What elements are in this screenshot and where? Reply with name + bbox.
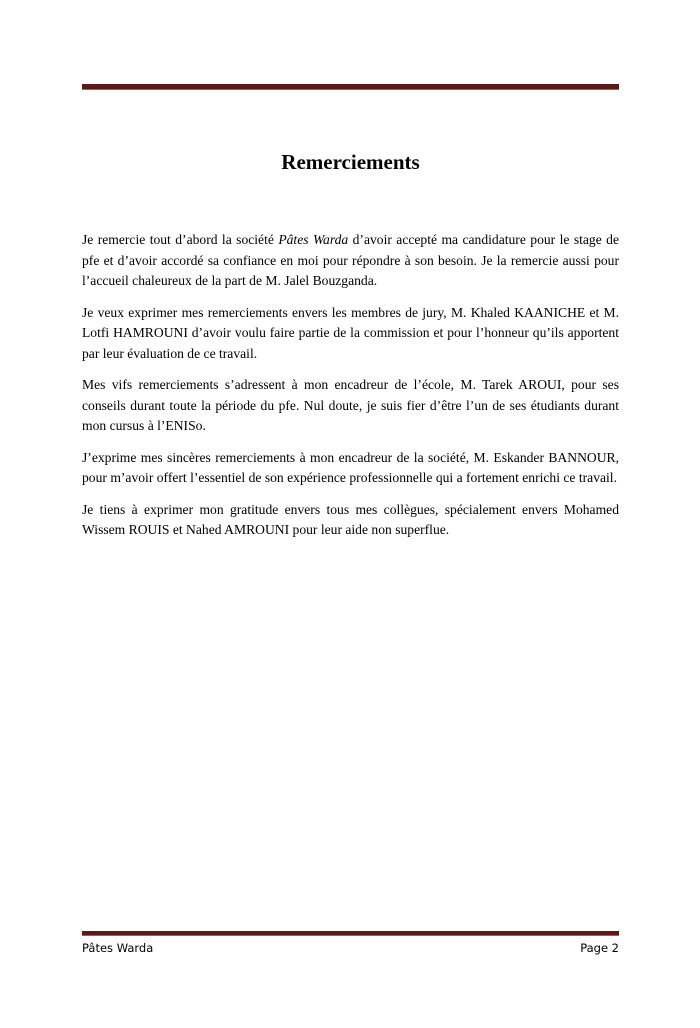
paragraph-3: Mes vifs remerciements s’adressent à mon encadreur de l’école, M. Tarek AROUI, pour ses conseils durant toute la période du pfe. Nul doute, je suis fier d’être l’un de ses étudiants durant mon cursus à l’ENISo. xyxy=(82,377,619,433)
footer-rule xyxy=(82,931,619,936)
footer-company: Pâtes Warda xyxy=(82,941,154,955)
page-footer xyxy=(82,940,619,956)
page-number: Page 2 xyxy=(580,941,619,955)
body-text xyxy=(82,230,619,552)
header-rule xyxy=(82,84,619,90)
paragraph-2: Je veux exprimer mes remerciements envers les membres de jury, M. Khaled KAANICHE et M. Lotfi HAMROUNI d’avoir voulu faire partie de la commission et pour l’honneur qu’ils apportent par leur évaluation de ce travail. xyxy=(82,304,619,361)
paragraph-5: Je tiens à exprimer mon gratitude envers tous mes collègues, spécialement envers Mohamed Wissem ROUIS et Nahed AMROUNI pour leur aide non superflue. xyxy=(82,501,619,537)
paragraph-1-after: d’avoir accepté ma candidature pour le stage de pfe et d’avoir accordé sa confiance en moi pour répondre à son besoin. Je la remercie aussi pour l’accueil chaleureux de la part de M. Jalel Bouzganda. xyxy=(82,232,620,288)
paragraph-1 xyxy=(82,230,619,292)
paragraph-4: J’exprime mes sincères remerciements à mon encadreur de la société, M. Eskander BANNOUR, pour m’avoir offert l’essentiel de son expérience professionnelle qui a fortement enrichi ce travail. xyxy=(82,449,619,485)
paragraph-1-before: Je remercie tout d’abord la société xyxy=(82,232,279,247)
page-title: Remerciements xyxy=(281,150,420,174)
company-name: Pâtes Warda xyxy=(278,232,349,247)
